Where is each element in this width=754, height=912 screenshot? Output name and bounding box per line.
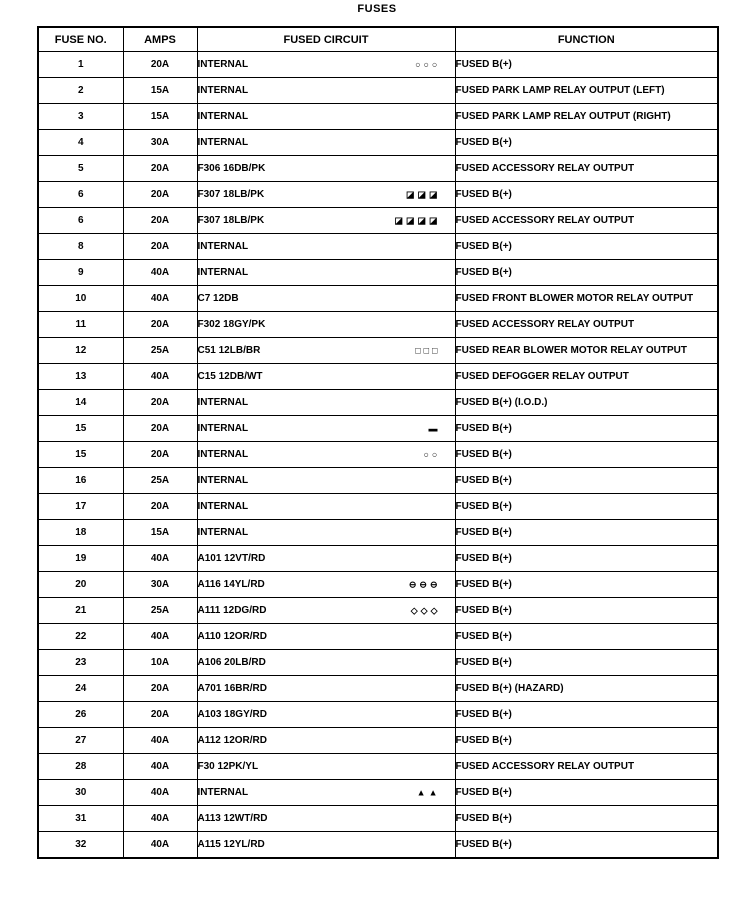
circuit-cell (197, 338, 455, 364)
fuse-no-cell: 16 (38, 468, 123, 494)
circuit-label: INTERNAL (197, 267, 249, 278)
amps-cell: 40A (123, 780, 197, 806)
circuit-label: F307 18LB/PK (197, 189, 265, 200)
table-row (38, 312, 718, 338)
table-row (38, 52, 718, 78)
table-row (38, 520, 718, 546)
amps-cell: 40A (123, 546, 197, 572)
three-circles-icon: ○○○ (415, 59, 441, 69)
table-row (38, 728, 718, 754)
circuit-cell (197, 806, 455, 832)
amps-cell: 40A (123, 754, 197, 780)
circuit-label: INTERNAL (197, 59, 249, 70)
circuit-label: F302 18GY/PK (197, 319, 266, 330)
fuse-table-body (38, 52, 718, 859)
rectangle-icon: ▬ (428, 423, 441, 433)
circuit-label: A701 16BR/RD (197, 683, 267, 694)
circuit-label: INTERNAL (197, 241, 249, 252)
fuse-no-cell: 1 (38, 52, 123, 78)
header-function: FUNCTION (455, 27, 718, 52)
three-filled-squares-icon: ◪◪◪ (405, 189, 441, 199)
table-row (38, 260, 718, 286)
table-row (38, 442, 718, 468)
circuit-label: INTERNAL (197, 475, 249, 486)
two-triangles-icon: ▲▲ (416, 787, 441, 797)
amps-cell: 10A (123, 650, 197, 676)
circuit-label: A115 12YL/RD (197, 839, 265, 850)
amps-cell: 30A (123, 130, 197, 156)
circuit-label: C51 12LB/BR (197, 345, 261, 356)
three-open-squares-icon: □□□ (415, 345, 441, 355)
amps-cell: 20A (123, 182, 197, 208)
amps-cell: 20A (123, 312, 197, 338)
table-row (38, 78, 718, 104)
table-row (38, 182, 718, 208)
fuse-no-cell: 30 (38, 780, 123, 806)
fuse-no-cell: 11 (38, 312, 123, 338)
table-row (38, 702, 718, 728)
circuit-label: INTERNAL (197, 111, 249, 122)
circuit-label: A101 12VT/RD (197, 553, 266, 564)
amps-cell: 40A (123, 832, 197, 859)
circuit-label: F306 16DB/PK (197, 163, 266, 174)
amps-cell: 40A (123, 286, 197, 312)
circuit-cell (197, 78, 455, 104)
fuse-no-cell: 17 (38, 494, 123, 520)
function-cell: FUSED PARK LAMP RELAY OUTPUT (LEFT) (455, 78, 718, 104)
circuit-cell (197, 468, 455, 494)
fuse-no-cell: 8 (38, 234, 123, 260)
fuse-no-cell: 21 (38, 598, 123, 624)
circuit-cell (197, 156, 455, 182)
function-cell: FUSED REAR BLOWER MOTOR RELAY OUTPUT (455, 338, 718, 364)
table-row (38, 234, 718, 260)
fuse-no-cell: 20 (38, 572, 123, 598)
function-cell: FUSED B(+) (455, 260, 718, 286)
function-cell: FUSED B(+) (455, 806, 718, 832)
function-cell: FUSED ACCESSORY RELAY OUTPUT (455, 312, 718, 338)
function-cell: FUSED ACCESSORY RELAY OUTPUT (455, 754, 718, 780)
function-cell: FUSED FRONT BLOWER MOTOR RELAY OUTPUT (455, 286, 718, 312)
circuit-cell (197, 442, 455, 468)
function-cell: FUSED B(+) (455, 520, 718, 546)
three-diamonds-icon: ◇◇◇ (410, 605, 441, 615)
amps-cell: 40A (123, 260, 197, 286)
circuit-label: A116 14YL/RD (197, 579, 265, 590)
amps-cell: 15A (123, 78, 197, 104)
circuit-cell (197, 546, 455, 572)
amps-cell: 40A (123, 624, 197, 650)
function-cell: FUSED B(+) (455, 572, 718, 598)
circuit-cell (197, 728, 455, 754)
fuse-table (37, 26, 719, 859)
circuit-cell (197, 572, 455, 598)
function-cell: FUSED PARK LAMP RELAY OUTPUT (RIGHT) (455, 104, 718, 130)
fuse-no-cell: 27 (38, 728, 123, 754)
circuit-cell (197, 182, 455, 208)
amps-cell: 20A (123, 156, 197, 182)
circuit-label: A103 18GY/RD (197, 709, 267, 720)
fuse-no-cell: 15 (38, 416, 123, 442)
fuse-no-cell: 23 (38, 650, 123, 676)
amps-cell: 25A (123, 598, 197, 624)
amps-cell: 30A (123, 572, 197, 598)
circuit-cell (197, 130, 455, 156)
function-cell: FUSED B(+) (455, 728, 718, 754)
header-row (38, 27, 718, 52)
circuit-label: INTERNAL (197, 85, 249, 96)
circuit-label: C7 12DB (197, 293, 239, 304)
circuit-label: INTERNAL (197, 527, 249, 538)
function-cell: FUSED B(+) (455, 832, 718, 859)
circuit-label: INTERNAL (197, 787, 249, 798)
function-cell: FUSED ACCESSORY RELAY OUTPUT (455, 208, 718, 234)
table-row (38, 624, 718, 650)
table-row (38, 286, 718, 312)
amps-cell: 20A (123, 390, 197, 416)
table-row (38, 650, 718, 676)
table-row (38, 390, 718, 416)
circuit-cell (197, 780, 455, 806)
function-cell: FUSED DEFOGGER RELAY OUTPUT (455, 364, 718, 390)
amps-cell: 25A (123, 468, 197, 494)
amps-cell: 20A (123, 702, 197, 728)
function-cell: FUSED B(+) (455, 468, 718, 494)
circuit-label: A113 12WT/RD (197, 813, 268, 824)
table-row (38, 494, 718, 520)
function-cell: FUSED B(+) (I.O.D.) (455, 390, 718, 416)
function-cell: FUSED B(+) (455, 52, 718, 78)
four-filled-squares-icon: ◪◪◪◪ (394, 215, 441, 225)
table-row (38, 572, 718, 598)
fuse-no-cell: 4 (38, 130, 123, 156)
amps-cell: 20A (123, 442, 197, 468)
fuse-no-cell: 2 (38, 78, 123, 104)
circuit-label: A110 12OR/RD (197, 631, 267, 642)
amps-cell: 15A (123, 520, 197, 546)
circuit-cell (197, 312, 455, 338)
function-cell: FUSED B(+) (455, 546, 718, 572)
circuit-cell (197, 598, 455, 624)
table-row (38, 832, 718, 859)
header-amps: AMPS (123, 27, 197, 52)
circuit-label: INTERNAL (197, 137, 249, 148)
function-cell: FUSED B(+) (455, 780, 718, 806)
circuit-cell (197, 702, 455, 728)
table-row (38, 598, 718, 624)
table-row (38, 208, 718, 234)
circuit-cell (197, 754, 455, 780)
circuit-cell (197, 260, 455, 286)
table-row (38, 546, 718, 572)
circuit-cell (197, 520, 455, 546)
fuse-no-cell: 10 (38, 286, 123, 312)
amps-cell: 20A (123, 494, 197, 520)
three-circled-minus-icon: ⊖⊖⊖ (408, 579, 441, 589)
circuit-label: INTERNAL (197, 423, 249, 434)
circuit-label: C15 12DB/WT (197, 371, 263, 382)
table-row (38, 130, 718, 156)
amps-cell: 25A (123, 338, 197, 364)
table-row (38, 338, 718, 364)
page-title: FUSES (357, 3, 397, 15)
fuse-no-cell: 32 (38, 832, 123, 859)
amps-cell: 20A (123, 208, 197, 234)
fuse-no-cell: 28 (38, 754, 123, 780)
table-row (38, 676, 718, 702)
fuse-no-cell: 3 (38, 104, 123, 130)
table-row (38, 364, 718, 390)
circuit-label: A111 12DG/RD (197, 605, 267, 616)
circuit-cell (197, 624, 455, 650)
fuse-no-cell: 13 (38, 364, 123, 390)
function-cell: FUSED B(+) (455, 130, 718, 156)
circuit-cell (197, 676, 455, 702)
circuit-cell (197, 52, 455, 78)
fuse-no-cell: 6 (38, 208, 123, 234)
function-cell: FUSED B(+) (455, 442, 718, 468)
function-cell: FUSED B(+) (455, 234, 718, 260)
function-cell: FUSED B(+) (455, 598, 718, 624)
function-cell: FUSED B(+) (455, 702, 718, 728)
circuit-label: F30 12PK/YL (197, 761, 259, 772)
fuse-no-cell: 31 (38, 806, 123, 832)
fuse-no-cell: 26 (38, 702, 123, 728)
fuse-no-cell: 12 (38, 338, 123, 364)
fuse-no-cell: 9 (38, 260, 123, 286)
function-cell: FUSED B(+) (455, 416, 718, 442)
circuit-cell (197, 286, 455, 312)
circuit-cell (197, 364, 455, 390)
table-row (38, 780, 718, 806)
fuse-no-cell: 14 (38, 390, 123, 416)
amps-cell: 40A (123, 728, 197, 754)
table-row (38, 468, 718, 494)
amps-cell: 20A (123, 52, 197, 78)
function-cell: FUSED ACCESSORY RELAY OUTPUT (455, 156, 718, 182)
function-cell: FUSED B(+) (455, 494, 718, 520)
table-row (38, 754, 718, 780)
table-row (38, 156, 718, 182)
header-fused-circuit: FUSED CIRCUIT (197, 27, 455, 52)
fuse-no-cell: 22 (38, 624, 123, 650)
circuit-cell (197, 234, 455, 260)
two-circles-icon: ○○ (423, 449, 441, 459)
fuse-no-cell: 15 (38, 442, 123, 468)
fuse-no-cell: 19 (38, 546, 123, 572)
circuit-cell (197, 494, 455, 520)
circuit-cell (197, 832, 455, 859)
circuit-cell (197, 208, 455, 234)
amps-cell: 20A (123, 416, 197, 442)
amps-cell: 40A (123, 806, 197, 832)
circuit-label: F307 18LB/PK (197, 215, 265, 226)
circuit-label: A112 12OR/RD (197, 735, 267, 746)
function-cell: FUSED B(+) (455, 182, 718, 208)
function-cell: FUSED B(+) (HAZARD) (455, 676, 718, 702)
fuse-table-header (38, 27, 718, 52)
function-cell: FUSED B(+) (455, 650, 718, 676)
amps-cell: 15A (123, 104, 197, 130)
table-row (38, 806, 718, 832)
table-row (38, 416, 718, 442)
amps-cell: 20A (123, 234, 197, 260)
fuse-no-cell: 24 (38, 676, 123, 702)
circuit-cell (197, 650, 455, 676)
circuit-cell (197, 104, 455, 130)
fuse-no-cell: 5 (38, 156, 123, 182)
fuse-no-cell: 18 (38, 520, 123, 546)
circuit-label: INTERNAL (197, 449, 249, 460)
table-row (38, 104, 718, 130)
header-fuse-no: FUSE NO. (38, 27, 123, 52)
fuse-no-cell: 6 (38, 182, 123, 208)
circuit-cell (197, 416, 455, 442)
circuit-label: INTERNAL (197, 397, 249, 408)
amps-cell: 40A (123, 364, 197, 390)
amps-cell: 20A (123, 676, 197, 702)
function-cell: FUSED B(+) (455, 624, 718, 650)
circuit-label: INTERNAL (197, 501, 249, 512)
circuit-cell (197, 390, 455, 416)
circuit-label: A106 20LB/RD (197, 657, 266, 668)
